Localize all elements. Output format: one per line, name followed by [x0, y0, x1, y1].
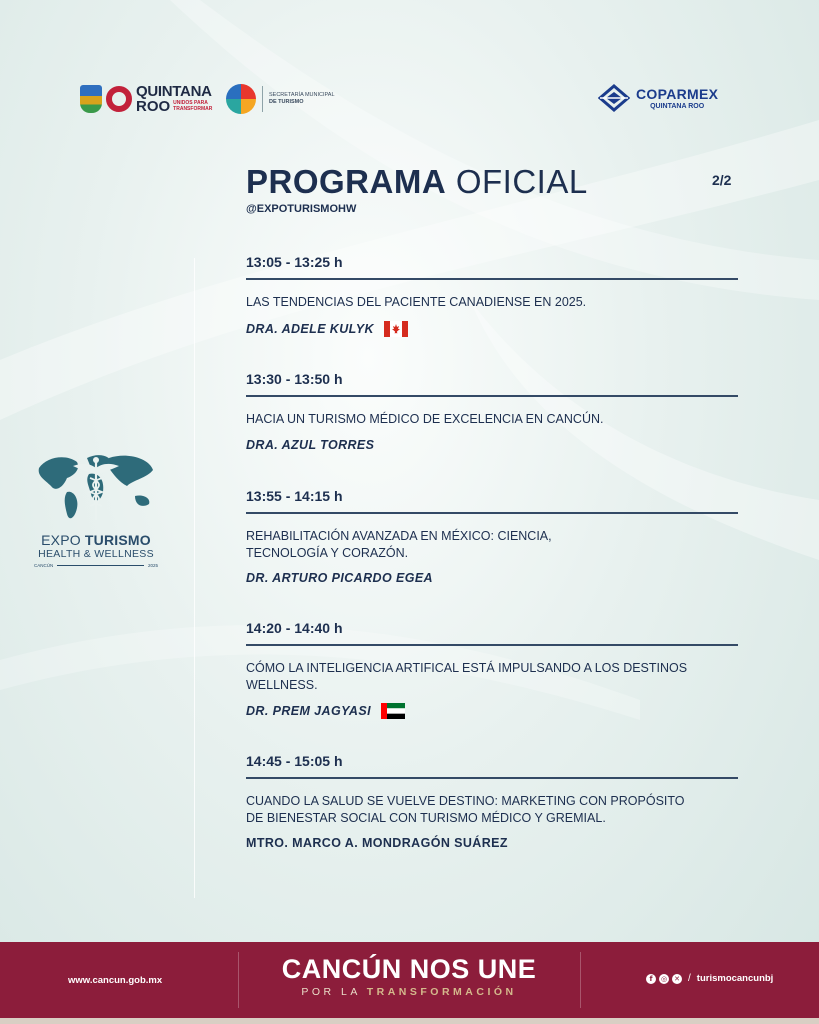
expo-logo-rule [57, 565, 144, 566]
session-5 [246, 753, 738, 850]
uae-flag-icon [381, 703, 405, 719]
footer-bar [0, 942, 819, 1018]
cancun-logo-line1: SECRETARÍA MUNICIPAL [269, 91, 335, 98]
canada-flag-icon [384, 321, 408, 337]
speaker-name: DRA. ADELE KULYK [246, 321, 374, 336]
talk-line-2: TECNOLOGÍA Y CORAZÓN. [246, 545, 409, 560]
session-3 [246, 488, 738, 585]
logo-divider [262, 86, 263, 112]
expo-logo-line2: HEALTH & WELLNESS [38, 548, 154, 560]
slogan-sub-b: TRANSFORMACIÓN [366, 986, 517, 998]
footer-base-strip [0, 1018, 819, 1024]
world-map-caduceus-icon [33, 448, 159, 526]
coparmex-mark-icon [598, 84, 630, 112]
qroo-logo-line2: ROO [136, 98, 171, 115]
session-speaker [246, 836, 738, 850]
session-speaker [246, 321, 738, 337]
quintana-roo-logo [80, 82, 212, 116]
session-time: 13:30 - 13:50 h [246, 371, 343, 387]
session-talk-title: LAS TENDENCIAS DEL PACIENTE CANADIENSE EN 2025. [246, 295, 587, 309]
session-speaker [246, 703, 738, 719]
footer-divider [580, 952, 581, 1008]
state-crest-icon [80, 85, 102, 113]
talk-line-2: DE BIENESTAR SOCIAL CON TURISMO MÉDICO Y GREMIAL. [246, 810, 606, 825]
session-2 [246, 371, 738, 452]
slogan-main: CANCÚN NOS UNE [281, 954, 537, 984]
social-handle[interactable]: turismocancunbj [696, 973, 774, 984]
speaker-name: DR. PREM JAGYASI [246, 704, 371, 718]
session-talk-title [246, 528, 738, 561]
page-indicator: 2/2 [712, 172, 732, 188]
talk-line-1: REHABILITACIÓN AVANZADA EN MÉXICO: CIENCIA, [246, 529, 552, 543]
expo-logo-year: 2025 [147, 563, 158, 568]
cancun-sun-icon [226, 84, 256, 114]
slogan-sub-a: POR LA [301, 986, 367, 998]
session-time: 14:20 - 14:40 h [246, 620, 343, 636]
talk-line-1: CUANDO LA SALUD SE VUELVE DESTINO: MARKETING CON PROPÓSITO [246, 794, 685, 808]
coparmex-logo [598, 84, 718, 112]
session-time: 13:05 - 13:25 h [246, 254, 343, 270]
session-speaker [246, 571, 738, 585]
event-handle: @EXPOTURISMOHW [246, 203, 357, 215]
session-divider [246, 512, 738, 514]
session-divider [246, 395, 738, 397]
session-talk-title: HACIA UN TURISMO MÉDICO DE EXCELENCIA EN CANCÚN. [246, 412, 604, 426]
cancun-tourism-logo [226, 84, 335, 114]
coparmex-name: COPARMEX [636, 85, 719, 102]
slogan-sub [238, 986, 580, 998]
expo-logo-line1-a: EXPO [41, 532, 85, 548]
expo-turismo-logo [30, 448, 162, 568]
footer-social [646, 973, 773, 984]
coparmex-sub: QUINTANA ROO [650, 102, 705, 110]
session-divider [246, 278, 738, 280]
session-talk-title [246, 660, 738, 693]
social-separator-icon: / [688, 973, 691, 984]
qroo-logo-line1: QUINTANA [136, 83, 212, 100]
talk-line-1: CÓMO LA INTELIGENCIA ARTIFICAL ESTÁ IMPULSANDO A LOS DESTINOS [246, 661, 688, 675]
speaker-name: DRA. AZUL TORRES [246, 437, 375, 452]
instagram-icon[interactable]: ◎ [660, 974, 668, 983]
expo-logo-city: CANCÚN [34, 563, 54, 568]
x-icon[interactable]: ✕ [672, 974, 682, 984]
cancun-logo-line2: DE TURISMO [269, 99, 304, 105]
footer-slogan [238, 956, 580, 998]
quintana-roo-q-icon [106, 86, 132, 112]
title-light: OFICIAL [455, 163, 588, 200]
sidebar-divider [194, 258, 195, 898]
title-bold: PROGRAMA [246, 163, 447, 200]
session-time: 14:45 - 15:05 h [246, 753, 343, 769]
expo-logo-footer [30, 563, 162, 568]
session-talk-title [246, 793, 738, 826]
qroo-logo-tagline: UNIDOS PARA TRANSFORMAR [173, 100, 213, 112]
session-time: 13:55 - 14:15 h [246, 488, 343, 504]
session-4 [246, 620, 738, 719]
talk-line-2: WELLNESS. [246, 677, 318, 692]
session-divider [246, 777, 738, 779]
page-title [246, 163, 588, 201]
session-1 [246, 254, 738, 337]
expo-logo-line1-b: TURISMO [84, 532, 151, 548]
expo-logo-line1 [30, 532, 162, 548]
speaker-name: DR. ARTURO PICARDO EGEA [246, 571, 433, 585]
footer-website-link[interactable]: www.cancun.gob.mx [68, 975, 163, 986]
facebook-icon[interactable]: f [646, 974, 656, 984]
session-divider [246, 644, 738, 646]
speaker-name: MTRO. MARCO A. MONDRAGÓN SUÁREZ [246, 836, 508, 850]
session-speaker [246, 438, 738, 452]
